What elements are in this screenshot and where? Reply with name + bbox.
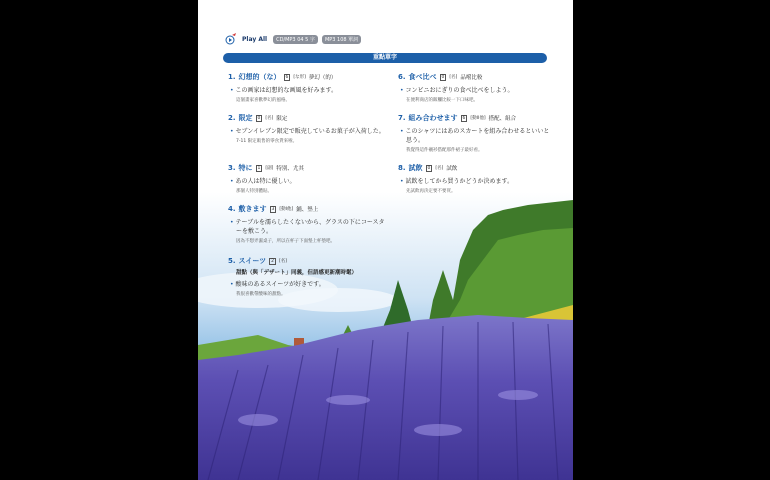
example-sentence: • あの人は特に優しい。 [236, 177, 388, 186]
play-all-label[interactable]: Play All [242, 35, 268, 43]
part-of-speech: [動I他] [279, 207, 294, 212]
example-sentence: • セブンイレブン限定で販売しているお菓子が入荷した。 [236, 127, 388, 136]
accent-badge: 0 [257, 115, 261, 121]
accent-badge: 0 [441, 74, 445, 80]
accent-badge: 3 [271, 206, 275, 212]
entry-meaning: 試飲 [446, 166, 458, 172]
entry-number: 3. [228, 164, 236, 172]
entry-word: 組み合わせます [408, 114, 458, 122]
entry-number: 2. [228, 114, 236, 122]
track-badge-cd: CD/MP3 04 5 字 [273, 35, 318, 44]
example-translation: 因為不想弄濕桌子，所以在杯子下面墊上杯墊吧。 [236, 239, 335, 244]
entry-word: 敷きます [238, 205, 267, 213]
entry-meaning: 搭配、組合 [488, 116, 517, 122]
part-of-speech: [な形] [293, 75, 306, 80]
part-of-speech: [副] [265, 166, 274, 171]
entry-meaning: 特別、尤其 [276, 166, 304, 172]
example-translation: 我很喜歡帶酸味的甜點。 [236, 292, 286, 297]
part-of-speech: [名] [279, 259, 288, 264]
section-title: 重點單字 [223, 53, 547, 63]
vocab-entry-6 [398, 72, 553, 103]
example-translation: 那個人特別體貼。 [236, 189, 272, 194]
entry-meaning: 夢幻（的） [308, 75, 337, 81]
entry-word: 限定 [238, 114, 253, 122]
example-sentence: • コンビニおにぎりの食べ比べをしよう。 [406, 86, 553, 95]
page [198, 0, 573, 480]
vocab-entry-2 [228, 113, 388, 144]
accent-badge: 6 [462, 115, 466, 121]
example-translation: 先試飲再決定要不要買。 [406, 189, 456, 194]
track-badge-mp3: MP3 108 單詞 [322, 35, 361, 44]
vocab-entry-8 [398, 163, 553, 194]
vocab-entry-1 [228, 72, 388, 103]
audio-bar [224, 32, 361, 46]
example-sentence: • 酸味のあるスイーツが好きです。 [236, 280, 393, 289]
entry-number: 5. [228, 257, 236, 265]
entry-meaning: 限定 [276, 116, 288, 122]
entry-word: 幻想的（な） [238, 73, 281, 81]
part-of-speech: [動II他] [470, 116, 486, 121]
accent-badge: 1 [257, 165, 261, 171]
example-sentence: • このシャツにはあのスカートを組み合わせるといいと思う。 [406, 127, 553, 145]
entry-meaning: 鋪、墊上 [296, 207, 319, 213]
vocab-entry-4 [228, 204, 388, 244]
entry-word: スイーツ [238, 257, 267, 265]
example-sentence: • 試飲をしてから買うかどうか決めます。 [406, 177, 553, 186]
entry-meaning: 品嚐比較 [460, 75, 483, 81]
example-sentence: • この画家は幻想的な画風を好みます。 [236, 86, 388, 95]
entry-meaning: 甜點（與「デザート」同義，但語感更新潮時髦） [236, 270, 358, 276]
vocab-entry-3 [228, 163, 388, 194]
example-translation: 我覺得這件襯衫搭配那件裙子最好看。 [406, 148, 483, 153]
example-translation: 這個畫家喜歡夢幻的風格。 [236, 98, 290, 103]
entry-number: 4. [228, 205, 236, 213]
example-translation: 在便利商店的飯糰比較一下口味吧。 [406, 98, 478, 103]
example-translation: 7-11 限定販售的零食貨來啦。 [236, 139, 298, 144]
entry-number: 1. [228, 73, 236, 81]
entry-number: 7. [398, 114, 406, 122]
entry-number: 6. [398, 73, 406, 81]
part-of-speech: [名] [265, 116, 274, 121]
part-of-speech: [名] [435, 166, 444, 171]
entry-word: 食べ比べ [408, 73, 437, 81]
example-sentence: • テーブルを濡らしたくないから、グラスの下にコースターを敷こう。 [236, 218, 388, 236]
entry-word: 特に [238, 164, 253, 172]
accent-badge: 2 [271, 258, 274, 264]
accent-badge: 6 [285, 74, 289, 80]
entry-number: 8. [398, 164, 406, 172]
play-all-icon[interactable] [224, 32, 238, 46]
vocab-entry-5 [228, 256, 393, 297]
accent-badge: 0 [427, 165, 431, 171]
part-of-speech: [名] [449, 75, 458, 80]
entry-word: 試飲 [408, 164, 423, 172]
vocab-entry-7 [398, 113, 553, 153]
